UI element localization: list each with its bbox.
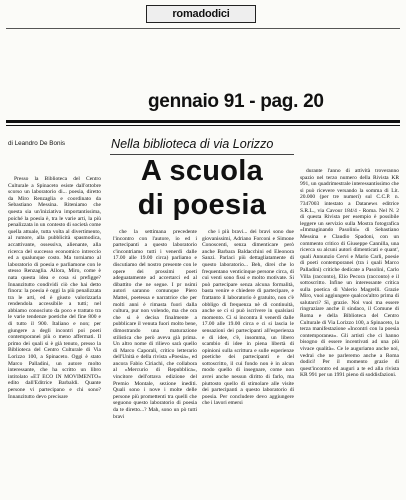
masthead-box	[146, 5, 256, 23]
article-column-2	[113, 229, 197, 494]
thick-divider	[6, 120, 400, 123]
column-1-text: Presso la Biblioteca del Centro Culturale a Spinaceto esiste dall'ottobre scorso un laboratorio di... poesia, diretto da Miro Renzaglia e coordinato da Sebastiano Messina. Riteniamo che questa sia un'iniziativa importantissima, poiché la poesia è, tra le varie arti, la più penalizzata in un contesto di società come quella attuale, tutta volta al divertimento, al rumore, alla pubblicità spasmodica, accattivante, ossessiva, alienante, alla ricerca del successo economico intreccio ed a qualunque costo. Ma torniamo al laboratorio di poesia e parliamone con le stesso Renzaglia. Allora, Miro, come è nata questa idea e cosa si prefigge? Innanzitutto condividi ciò che hai detto finora: la poesia è oggi la più penalizzata tra le arti, ed è giusto valorizzarla rendendola accessibile a tutti; nel abbiamo conosciuto da poco e trattato tra le varie tendenze poetiche del fine 800 e di tutto il 900. Italiano e non; per giungere a degli incontri poi poeti contemporanei più o meno affermati. Il primo dei quali si è già tenuto, presso la Biblioteca del Centro Culturale di Via Lorizzo 100, a Spinaceto. Oggi è stato Marco Palladini, un autore molto interessante, che ha scritto un libro intitolato «ET ECO IN MOVIMENTO» edito dall'Editrice Barbaldi. Quante persone vi partecipano e chi sono? Innanzitutto devo precisare	[8, 176, 101, 400]
column-4-text: durante l'anno di attività troveranno spazio nel terzo numero della Rivista KR 991, un quadrimestrale interessantissimo che si può ricevere versando la somma di Lit. 20.000 (per tre numeri) sul C.C.P. n. 7347003 intestato a Datanews editrice S.R.L., via Cavour 184/4 - Roma. Nel N. 2 di questa Rivista per esempio è possibile leggere un servizio sulla Mostra fotografica «Immaginando Pasolini» di Sebastiano Messina e Claudio Spadoni, con un commento critico di Giuseppe Cannilla, una ricerca su alcuni autori dimenticati e quant', quali Annunzio Cervi e Mario Carli, poesie di poeti contemporanei (tra i quali Marco Palladini) critiche dedicate a Pasolini, Carlo Villa (racconto), Elio Pecora (racconto) e il sottoscritto. Infine un interessante critica sulla poetica di Valerio Magrelli. Grazie Miro, vuoi aggiungere qualcos'altro prima di salutarci? Sì, grazie. Noi vuoi ma essere ringraziare anche il sindaco, il Comune di Roma e della Biblioteca del Centro Culturale di Via Lorizzo 100, a Spinaceto, la terza manifestazione «Incontri con la poesia contemporanea». Gli artisti che ci hanno bisogno di essere incentivati ad una più vivace qualità». Ce le auguriamo anche noi, vedrai che ne parleremo anche a Roma dodici! Per il momento grazie di quest'incontro ed auguri a te ed alla rivista KR 991 per un 1991 pieno di soddisfazioni.	[300, 168, 399, 379]
headline	[116, 154, 288, 222]
headline-line2: di poesia	[137, 189, 267, 221]
column-2-text: che la settimana precedente l'incontro con l'autore, io ed i partecipanti a questo laboratorio c'incontriamo tutti i venerdì dalle 17.00 alle 19.00 circa) parliamo e discutiamo del nostro presente con le opere dei prossimi poeti adeguatamente ad accertarci ed al dibattito che ne segue. I pr nsimi autori saranno comunque Piero Mattei, poetessa e narratrice che per molti anni è rimasta fuori dalla cultura, pur non volendo, ma che ora che si è decisa finalmente a pubblicare il venuta fuori molto bene, dimostrando una maturazione stilistica che però aveva già prima. Un altro nome di rilievo sarà quello di Marco Caporali, critico letterario dell'Unità e della rivista «Poesia», ed ancora Fabio Ciriachi, che collabora al «Mercurio di Repubblica», vincitore dell'ottava edizione del Premio Montale, sezione inediti. Quali sono i nove i molte delle persone più promettenti tra quelli che seguono questo laboratorio di poesia da te diretto...? Mah, sono un pò tutti bravi	[113, 229, 197, 420]
kicker: Nella biblioteca di via Lorizzo	[111, 137, 274, 151]
thin-divider	[6, 125, 400, 126]
article-column-1	[8, 176, 101, 494]
masthead: romadodici	[172, 8, 230, 20]
top-divider	[6, 28, 400, 29]
column-3-text: che i più bravi... dei bravi sono due giovanissimi, Adriano Forconi e Simone Conoscenti, senza dimenticare però anche Barbara Baldacchini ed Eleonora Sanzi. Parlaci più dettagliatamente di questo laboratorio... Beh, direi che lo frequentano venticinque persone circa, di cui venti sono fissi e molto motivate. Si può partecipare senza alcuna formalità, basta venire e chiedere di partecipare, e frattanto il laboratorio è gratuito, non c'è obbligo di frequenza nè di continuità, anche se ci si può iscrivere in qualsiasi momento. Ci si incontra il venerdì dalle 17.00 alle 19.00 circa e ci si lascia le sensazioni dei partecipanti all'esperienza e di idee, c'è, insomma, un libero scambio di idee in piena libertà di opinioni sulla scrittura e sulle esperienze poetiche dei partecipanti e del sottoscritto, il cui fondo non è in alcun modo quello di insegnare, come non avrei anche nessun diritto di farlo, ma piuttosto quello di stimolare alle visite dei partecipanti a questo laboratorio di poesia. Per concludere devo aggiungere che i lavori emersi	[202, 229, 294, 407]
article-column-3	[202, 229, 294, 494]
date-line: gennaio 91 - pag. 20	[148, 91, 324, 112]
article-column-4	[300, 168, 399, 494]
byline: di Leandro De Bonis	[8, 140, 66, 147]
headline-line1: A scuola	[140, 155, 264, 187]
